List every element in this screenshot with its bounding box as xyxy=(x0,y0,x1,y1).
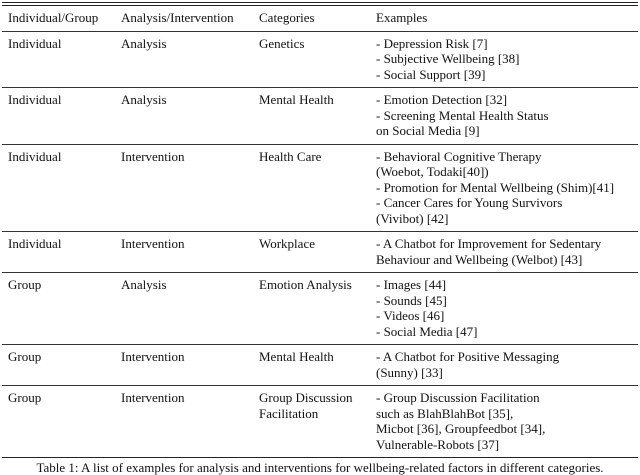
example-line: such as BlahBlahBot [35], xyxy=(376,405,514,421)
table-row xyxy=(2,144,638,232)
table-row xyxy=(2,31,638,88)
cell-examples xyxy=(376,88,638,145)
cell-category xyxy=(259,273,376,345)
cell-type: Intervention xyxy=(121,345,259,386)
cell-group: Individual xyxy=(2,31,121,88)
example-line: Micbot [36], Groupfeedbot [34], xyxy=(376,421,546,436)
cell-type: Intervention xyxy=(121,386,259,458)
example-line: - Behavioral Cognitive Therapy xyxy=(376,148,542,164)
cell-type: Analysis xyxy=(121,88,259,145)
example-line: - Social Support [39] xyxy=(376,66,486,82)
cell-group: Individual xyxy=(2,88,121,145)
cell-examples xyxy=(376,386,638,458)
cell-type: Analysis xyxy=(121,31,259,88)
example-line: - Social Media [47] xyxy=(376,323,478,339)
cell-group: Individual xyxy=(2,232,121,273)
example-line: - Subjective Wellbeing [38] xyxy=(376,51,520,66)
cell-category xyxy=(259,345,376,386)
cell-examples xyxy=(376,232,638,273)
example-line: (Sunny) [33] xyxy=(376,364,443,380)
cell-examples xyxy=(376,31,638,88)
category-line: Group Discussion xyxy=(259,390,353,405)
cell-group: Individual xyxy=(2,144,121,232)
example-line: - Cancer Cares for Young Survivors xyxy=(376,195,563,210)
cell-category xyxy=(259,386,376,458)
table-caption: Table 1: A list of examples for analysis and interventions for wellbeing-related factors in different categories. xyxy=(36,460,604,475)
example-line: on Social Media [9] xyxy=(376,123,480,138)
category-line: Mental Health xyxy=(259,349,334,364)
cell-group: Group xyxy=(2,386,121,458)
cell-type: Intervention xyxy=(121,144,259,232)
example-line: - A Chatbot for Positive Messaging xyxy=(376,349,560,364)
example-line: - Depression Risk [7] xyxy=(376,35,488,51)
example-line: (Woebot, Todaki[40]) xyxy=(376,164,489,179)
example-line: - Sounds [45] xyxy=(376,292,447,308)
example-line: (Vivibot) [42] xyxy=(376,210,449,226)
header-type: Analysis/Intervention xyxy=(121,6,259,31)
header-categories: Categories xyxy=(259,6,376,31)
category-line: Mental Health xyxy=(259,92,334,107)
category-line: Genetics xyxy=(259,35,305,51)
example-line: - A Chatbot for Improvement for Sedentary xyxy=(376,236,602,251)
cell-group: Group xyxy=(2,273,121,345)
table-row xyxy=(2,273,638,345)
header-group: Individual/Group xyxy=(2,6,121,31)
cell-category xyxy=(259,31,376,88)
example-line: - Group Discussion Facilitation xyxy=(376,390,540,405)
cell-examples xyxy=(376,273,638,345)
table-container xyxy=(2,0,638,475)
example-line: - Screening Mental Health Status xyxy=(376,107,549,123)
example-line: - Promotion for Mental Wellbeing (Shim)[41] xyxy=(376,179,615,195)
table-row xyxy=(2,345,638,386)
cell-group: Group xyxy=(2,345,121,386)
category-line: Emotion Analysis xyxy=(259,277,352,292)
example-line: Vulnerable-Robots [37] xyxy=(376,436,500,452)
table-row xyxy=(2,232,638,273)
cell-category xyxy=(259,232,376,273)
table-row xyxy=(2,386,638,458)
category-line: Health Care xyxy=(259,148,322,164)
cell-type: Analysis xyxy=(121,273,259,345)
cell-type: Intervention xyxy=(121,232,259,273)
example-line: - Videos [46] xyxy=(376,308,445,323)
header-row xyxy=(2,6,638,31)
cell-examples xyxy=(376,144,638,232)
examples-table xyxy=(2,6,638,458)
cell-category xyxy=(259,144,376,232)
category-line: Workplace xyxy=(259,236,315,251)
example-line: - Images [44] xyxy=(376,277,447,292)
example-line: Behaviour and Wellbeing (Welbot) [43] xyxy=(376,251,583,267)
cell-category xyxy=(259,88,376,145)
cell-examples xyxy=(376,345,638,386)
table-row xyxy=(2,88,638,145)
header-examples: Examples xyxy=(376,6,638,31)
category-line: Facilitation xyxy=(259,405,319,421)
example-line: - Emotion Detection [32] xyxy=(376,92,508,107)
